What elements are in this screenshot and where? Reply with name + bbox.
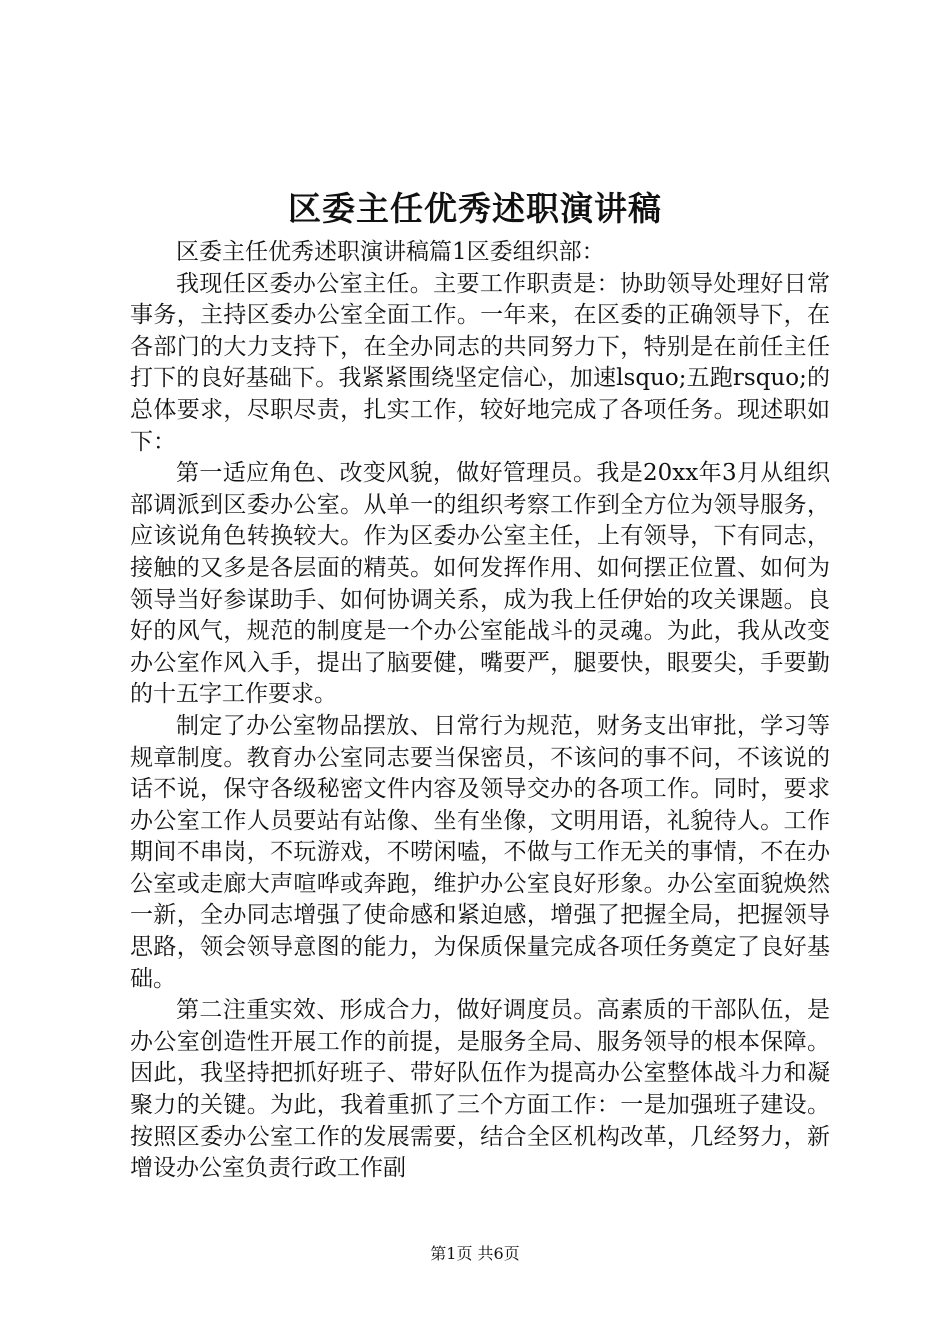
- paragraph-first-section: 第一适应角色、改变风貌，做好管理员。我是20xx年3月从组织部调派到区委办公室。从单一的组织考察工作到全方位为领导服务，应该说角色转换较大。作为区委办公室主任，上有领导，下有同志，接触的又多是各层面的精英。如何发挥作用、如何摆正位置、如何为领导当好参谋助手、如何协调关系，成为我上任伊始的攻关课题。良好的风气，规范的制度是一个办公室能战斗的灵魂。为此，我从改变办公室作风入手，提出了脑要健，嘴要严，腿要快，眼要尖，手要勤的十五字工作要求。: [130, 460, 830, 708]
- paragraph-duties: 我现任区委办公室主任。主要工作职责是：协助领导处理好日常事务，主持区委办公室全面工作。一年来，在区委的正确领导下，在各部门的大力支持下，在全办同志的共同努力下，特别是在前任主任打下的良好基础下。我紧紧围绕坚定信心，加速lsquo;五跑rsquo;的总体要求，尽职尽责，扎实工作，较好地完成了各项任务。现述职如下：: [130, 270, 830, 455]
- page-footer: 第1页 共6页: [430, 1244, 520, 1263]
- paragraph-regulations: 制定了办公室物品摆放、日常行为规范，财务支出审批，学习等规章制度。教育办公室同志要当保密员，不该问的事不问，不该说的话不说，保守各级秘密文件内容及领导交办的各项工作。同时，要求办公室工作人员要站有站像、坐有坐像，文明用语，礼貌待人。工作期间不串岗，不玩游戏，不唠闲嗑，不做与工作无关的事情，不在办公室或走廊大声喧哗或奔跑，维护办公室良好形象。办公室面貌焕然一新，全办同志增强了使命感和紧迫感，增强了把握全局，把握领导思路，领会领导意图的能力，为保质保量完成各项任务奠定了良好基础。: [130, 712, 830, 992]
- paragraph-intro: 区委主任优秀述职演讲稿篇1区委组织部：: [176, 239, 605, 265]
- document-body: [130, 237, 830, 1185]
- document-title: 区委主任优秀述职演讲稿: [288, 189, 662, 228]
- paragraph-second-section: 第二注重实效、形成合力，做好调度员。高素质的干部队伍，是办公室创造性开展工作的前提，是服务全局、服务领导的根本保障。因此，我坚持把抓好班子、带好队伍作为提高办公室整体战斗力和凝聚力的关键。为此，我着重抓了三个方面工作：一是加强班子建设。按照区委办公室工作的发展需要，结合全区机构改革，几经努力，新增设办公室负责行政工作副: [130, 997, 830, 1182]
